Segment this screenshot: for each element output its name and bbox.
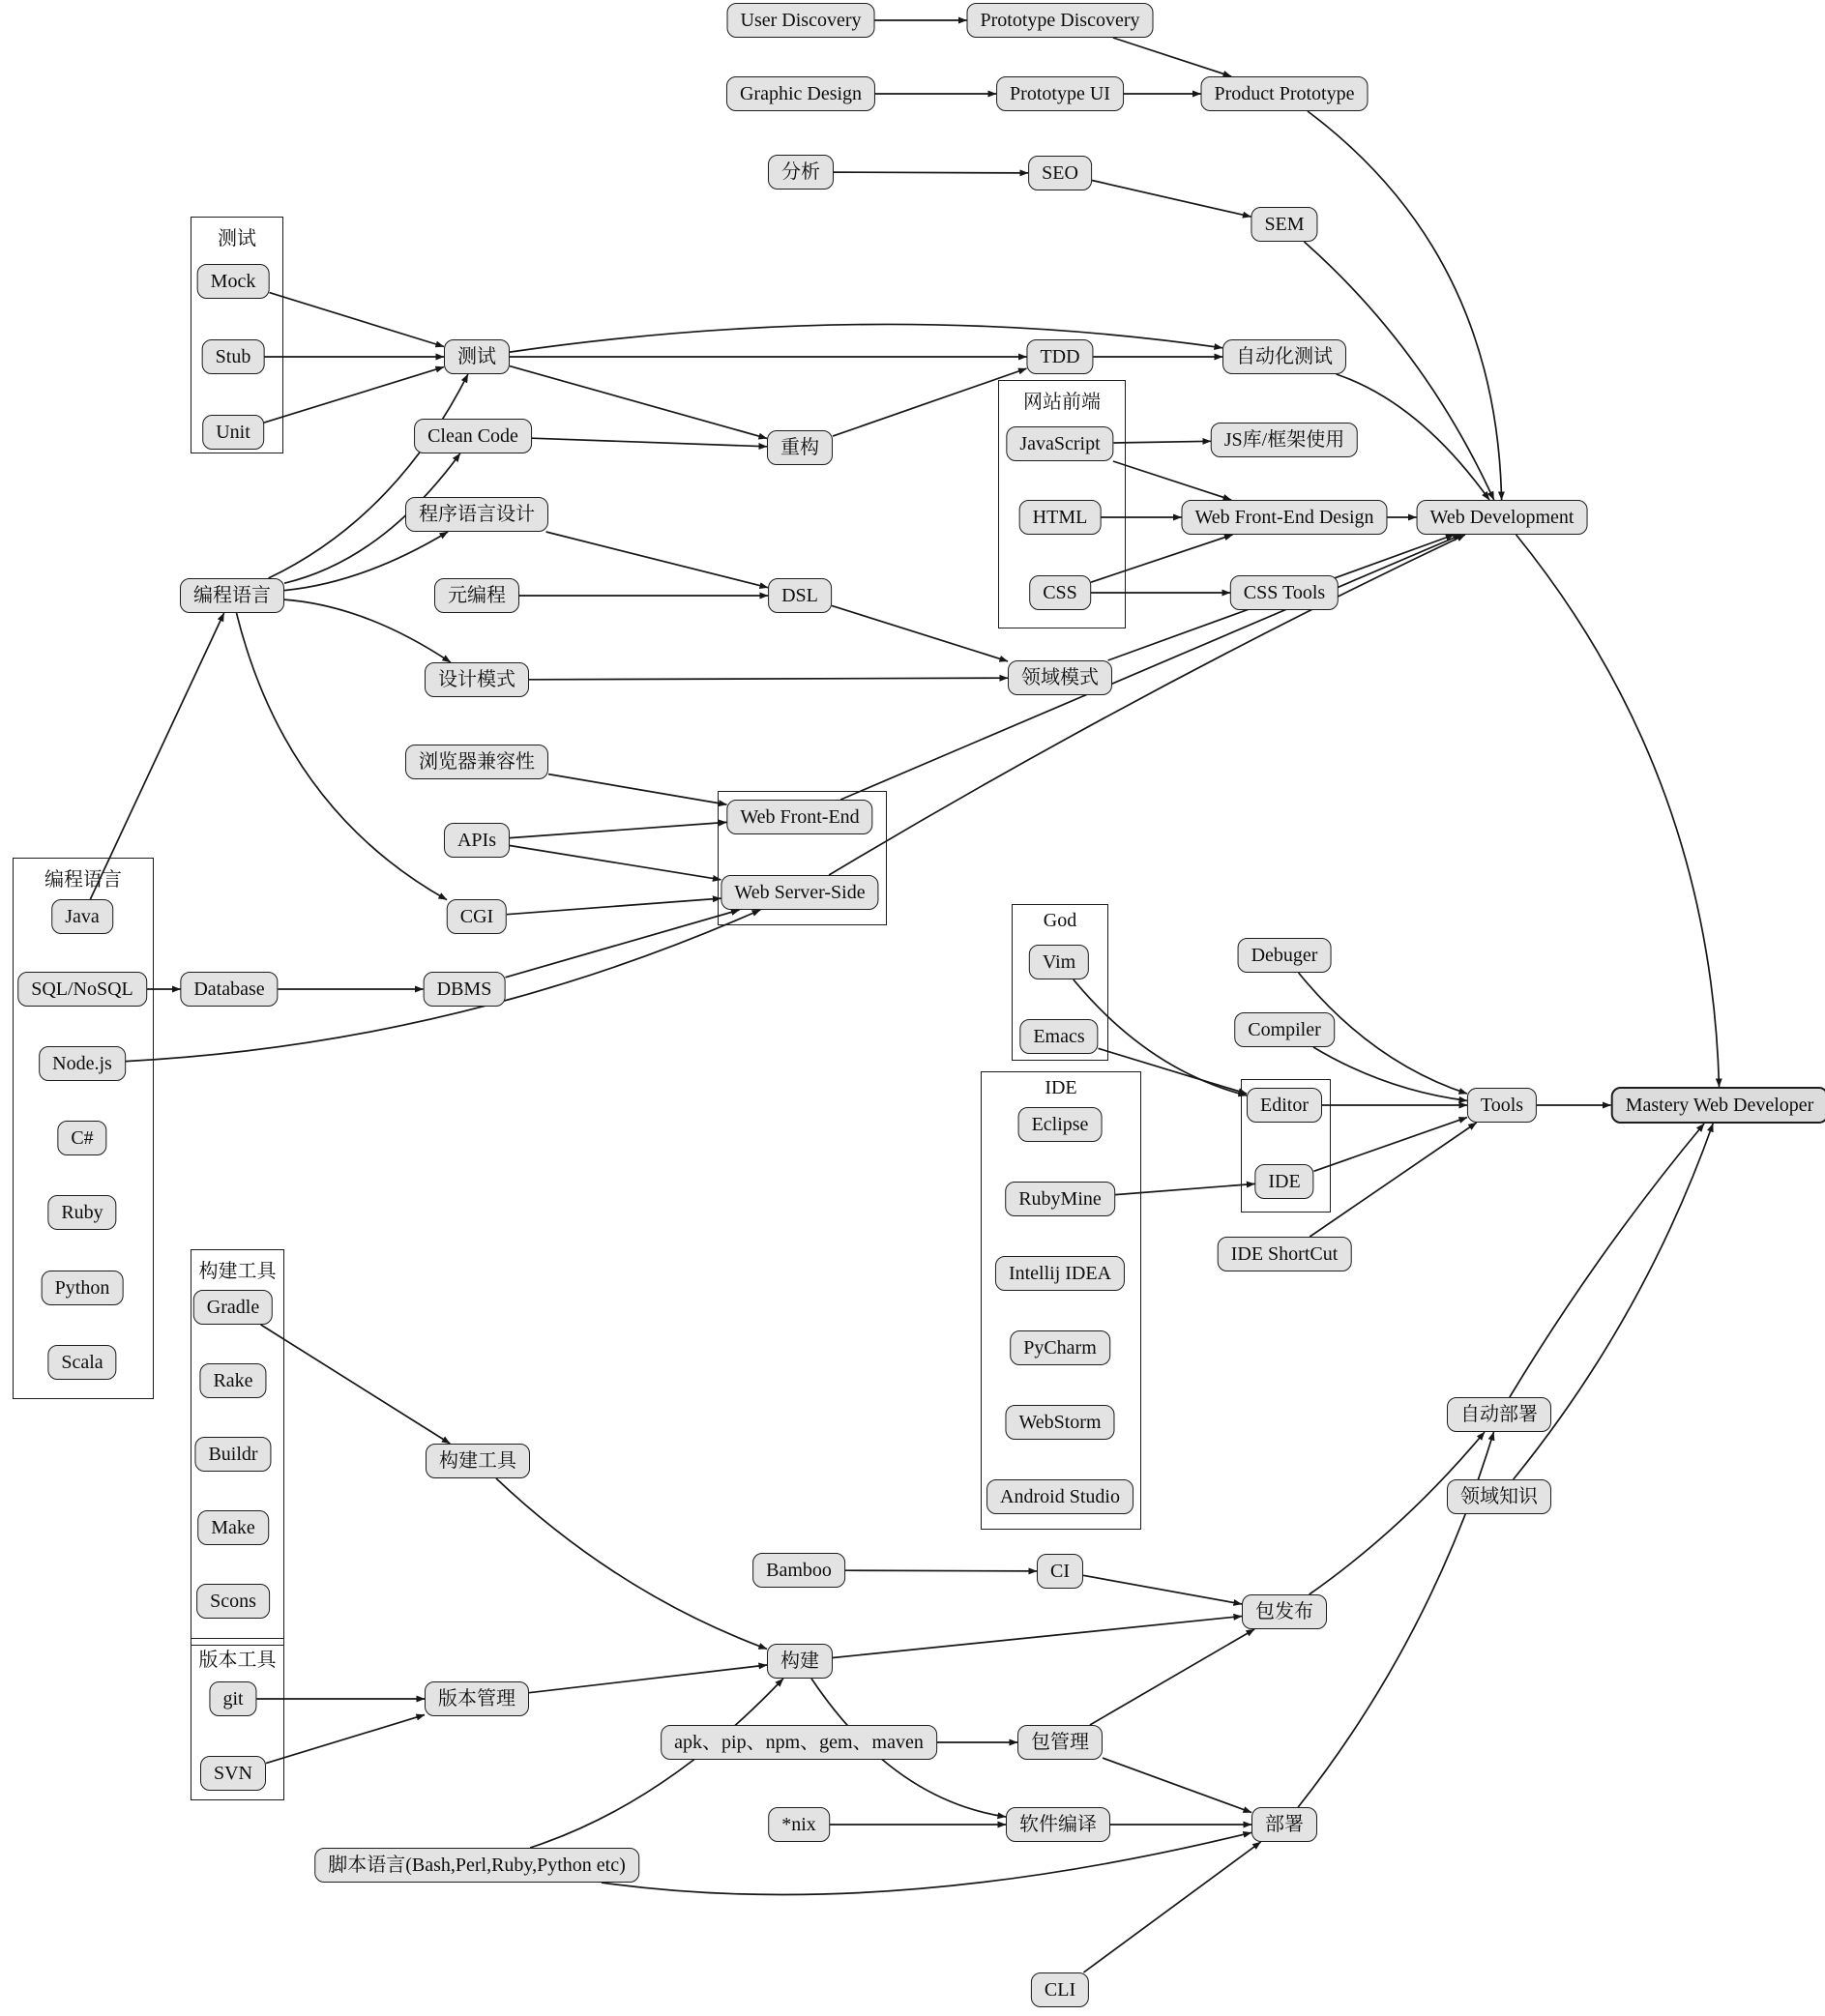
edge-apis-web_server_side [510,846,721,880]
node-debuger: Debuger [1238,938,1332,973]
node-ci: CI [1037,1554,1083,1589]
node-rubymine: RubyMine [1005,1182,1115,1216]
edge-zidonghua_ceshi-web_dev [1337,374,1489,500]
edge-clean_code-chonggou [532,438,767,447]
node-bushu: 部署 [1251,1807,1317,1842]
node-buildr: Buildr [194,1437,271,1472]
node-pycharm: PyCharm [1010,1330,1110,1365]
node-scons: Scons [196,1584,270,1619]
cluster-label-ceshi_cluster: 测试 [218,228,256,249]
edge-svn-banben_guanli [266,1715,425,1764]
node-git: git [209,1681,256,1716]
node-gradle: Gradle [193,1290,273,1325]
node-emacs: Emacs [1019,1019,1098,1054]
edge-ceshi-zidonghua_ceshi [510,324,1222,352]
edge-jiaoben_yuyan-goujian [530,1679,783,1848]
node-css: CSS [1029,575,1091,610]
edge-emacs-editor [1099,1048,1248,1094]
node-sheji_moshi: 设计模式 [425,662,529,697]
node-jiaoben_yuyan: 脚本语言(Bash,Perl,Ruby,Python etc) [314,1848,639,1883]
edge-javascript-js_lib [1114,441,1212,443]
node-vim: Vim [1029,945,1089,979]
edge-chonggou-tdd [833,368,1027,436]
node-dsl: DSL [768,578,832,613]
node-mock: Mock [197,264,270,299]
node-seo: SEO [1028,156,1092,190]
node-apis: APIs [444,823,510,858]
node-bamboo: Bamboo [752,1553,845,1588]
node-make: Make [197,1510,269,1545]
node-banben_guanli: 版本管理 [425,1681,529,1716]
cluster-label-frontend_cluster: 网站前端 [1023,392,1101,413]
node-clean_code: Clean Code [414,419,532,453]
edge-web_front_end-web_dev [840,535,1461,800]
edge-bao_guanli-bao_fabu [1090,1629,1254,1725]
edge-jiaoben_yuyan-bushu [602,1832,1251,1894]
edge-chengxu_sheji-dsl [546,532,768,588]
edge-goujian-bao_fabu [833,1617,1242,1658]
node-compiler: Compiler [1234,1012,1335,1047]
node-ceshi: 测试 [444,339,510,374]
node-dbms: DBMS [424,972,506,1007]
edge-apis-web_front_end [510,822,727,837]
edge-liulanqi-web_front_end [548,774,727,805]
node-python: Python [42,1271,124,1305]
edge-ide_shortcut-tools [1310,1123,1476,1237]
edge-biancheng_yuyan-sheji_moshi [284,599,451,662]
node-cgi: CGI [447,899,507,934]
node-cli: CLI [1031,1972,1089,2007]
node-apk_etc: apk、pip、npm、gem、maven [661,1725,937,1760]
node-tdd: TDD [1026,339,1093,374]
node-web_server_side: Web Server-Side [721,875,878,910]
node-unit: Unit [202,415,264,450]
node-fenxi: 分析 [768,155,834,190]
node-ruby: Ruby [47,1195,116,1230]
node-csharp: C# [57,1121,106,1155]
node-webstorm: WebStorm [1005,1405,1114,1440]
edge-java-biancheng_yuyan [90,613,223,899]
node-prototype_ui: Prototype UI [996,76,1124,111]
node-zidong_bushu: 自动部署 [1447,1397,1551,1432]
node-chengxu_sheji: 程序语言设计 [405,497,548,532]
edge-sheji_moshi-lingyu_moshi [529,678,1008,680]
node-html: HTML [1019,500,1102,535]
edge-group [90,20,1719,1972]
node-goujian_gongju_node: 构建工具 [426,1444,530,1478]
edge-ceshi-chonggou [510,366,767,439]
edge-goujian_gongju_node-goujian [496,1478,767,1649]
edge-fenxi-seo [834,172,1028,173]
node-lingyu_moshi: 领域模式 [1008,660,1112,695]
edge-zidong_bushu-mastery [1510,1124,1704,1397]
edge-biancheng_yuyan-ceshi [269,374,468,578]
cluster-label-vcs_cluster: 版本工具 [198,1650,277,1671]
node-tools: Tools [1467,1088,1537,1123]
edge-web_server_side-web_dev [829,535,1465,875]
node-lingyu_zhishi: 领域知识 [1447,1479,1551,1514]
node-database: Database [180,972,278,1007]
node-ide_shortcut: IDE ShortCut [1218,1237,1352,1271]
node-liulanqi: 浏览器兼容性 [405,745,548,779]
node-graphic_design: Graphic Design [726,76,875,111]
edge-bao_guanli-bushu [1103,1758,1251,1812]
node-css_tools: CSS Tools [1230,575,1339,610]
node-bao_fabu: 包发布 [1242,1594,1327,1629]
node-rake: Rake [199,1363,266,1398]
edge-banben_guanli-goujian [529,1665,767,1693]
node-js_lib: JS库/框架使用 [1211,423,1358,457]
node-wfed: Web Front-End Design [1181,500,1387,535]
edge-web_dev-mastery [1516,535,1720,1087]
node-nix: *nix [768,1807,830,1842]
node-product_prototype: Product Prototype [1201,76,1369,111]
edge-javascript-wfed [1113,461,1231,500]
node-scala: Scala [47,1345,116,1380]
node-sql_nosql: SQL/NoSQL [17,972,147,1007]
node-svn: SVN [200,1756,266,1791]
node-web_dev: Web Development [1417,500,1588,535]
node-bao_guanli: 包管理 [1017,1725,1103,1760]
node-ide: IDE [1254,1164,1313,1199]
cluster-label-build_cluster: 构建工具 [198,1261,277,1282]
node-stub: Stub [202,339,265,374]
edge-compiler-tools [1313,1047,1467,1100]
node-sem: SEM [1251,207,1317,242]
edge-mock-ceshi [270,293,445,347]
edge-prototype_discovery-product_prototype [1113,38,1231,76]
edge-dsl-lingyu_moshi [832,605,1008,661]
node-yuanbiancheng: 元编程 [434,578,519,613]
node-editor: Editor [1247,1088,1322,1123]
node-nodejs: Node.js [39,1046,126,1081]
cluster-label-ide_cluster: IDE [1045,1077,1077,1098]
node-intellij: Intellij IDEA [995,1256,1125,1291]
edge-cli-bushu [1083,1842,1260,1972]
node-javascript: JavaScript [1006,426,1113,461]
node-chonggou: 重构 [767,430,833,465]
edge-dbms-web_server_side [506,910,740,978]
node-mastery: Mastery Web Developer [1611,1087,1825,1124]
cluster-label-lang_cluster: 编程语言 [44,869,122,891]
node-zidonghua_ceshi: 自动化测试 [1222,339,1346,374]
edge-vim-editor [1074,979,1247,1096]
node-biancheng_yuyan: 编程语言 [180,578,284,613]
edge-rubymine-ide [1115,1183,1255,1194]
node-java: Java [51,899,113,934]
node-eclipse: Eclipse [1018,1107,1103,1142]
edge-unit-ceshi [264,367,444,424]
cluster-label-god_cluster: God [1043,910,1077,931]
node-ruanjian_bianyi: 软件编译 [1006,1807,1110,1842]
edge-biancheng_yuyan-chengxu_sheji [284,532,448,591]
edge-gradle-goujian_gongju_node [261,1325,451,1444]
node-user_discovery: User Discovery [727,3,875,38]
edge-css-wfed [1091,535,1233,582]
edge-cgi-web_server_side [507,898,721,915]
edge-ci-bao_fabu [1083,1575,1242,1604]
node-prototype_discovery: Prototype Discovery [967,3,1154,38]
edge-seo-sem [1092,181,1251,218]
node-goujian: 构建 [767,1644,833,1679]
node-web_front_end: Web Front-End [726,800,872,834]
edge-bamboo-ci [845,1570,1037,1571]
node-android_studio: Android Studio [986,1479,1133,1514]
